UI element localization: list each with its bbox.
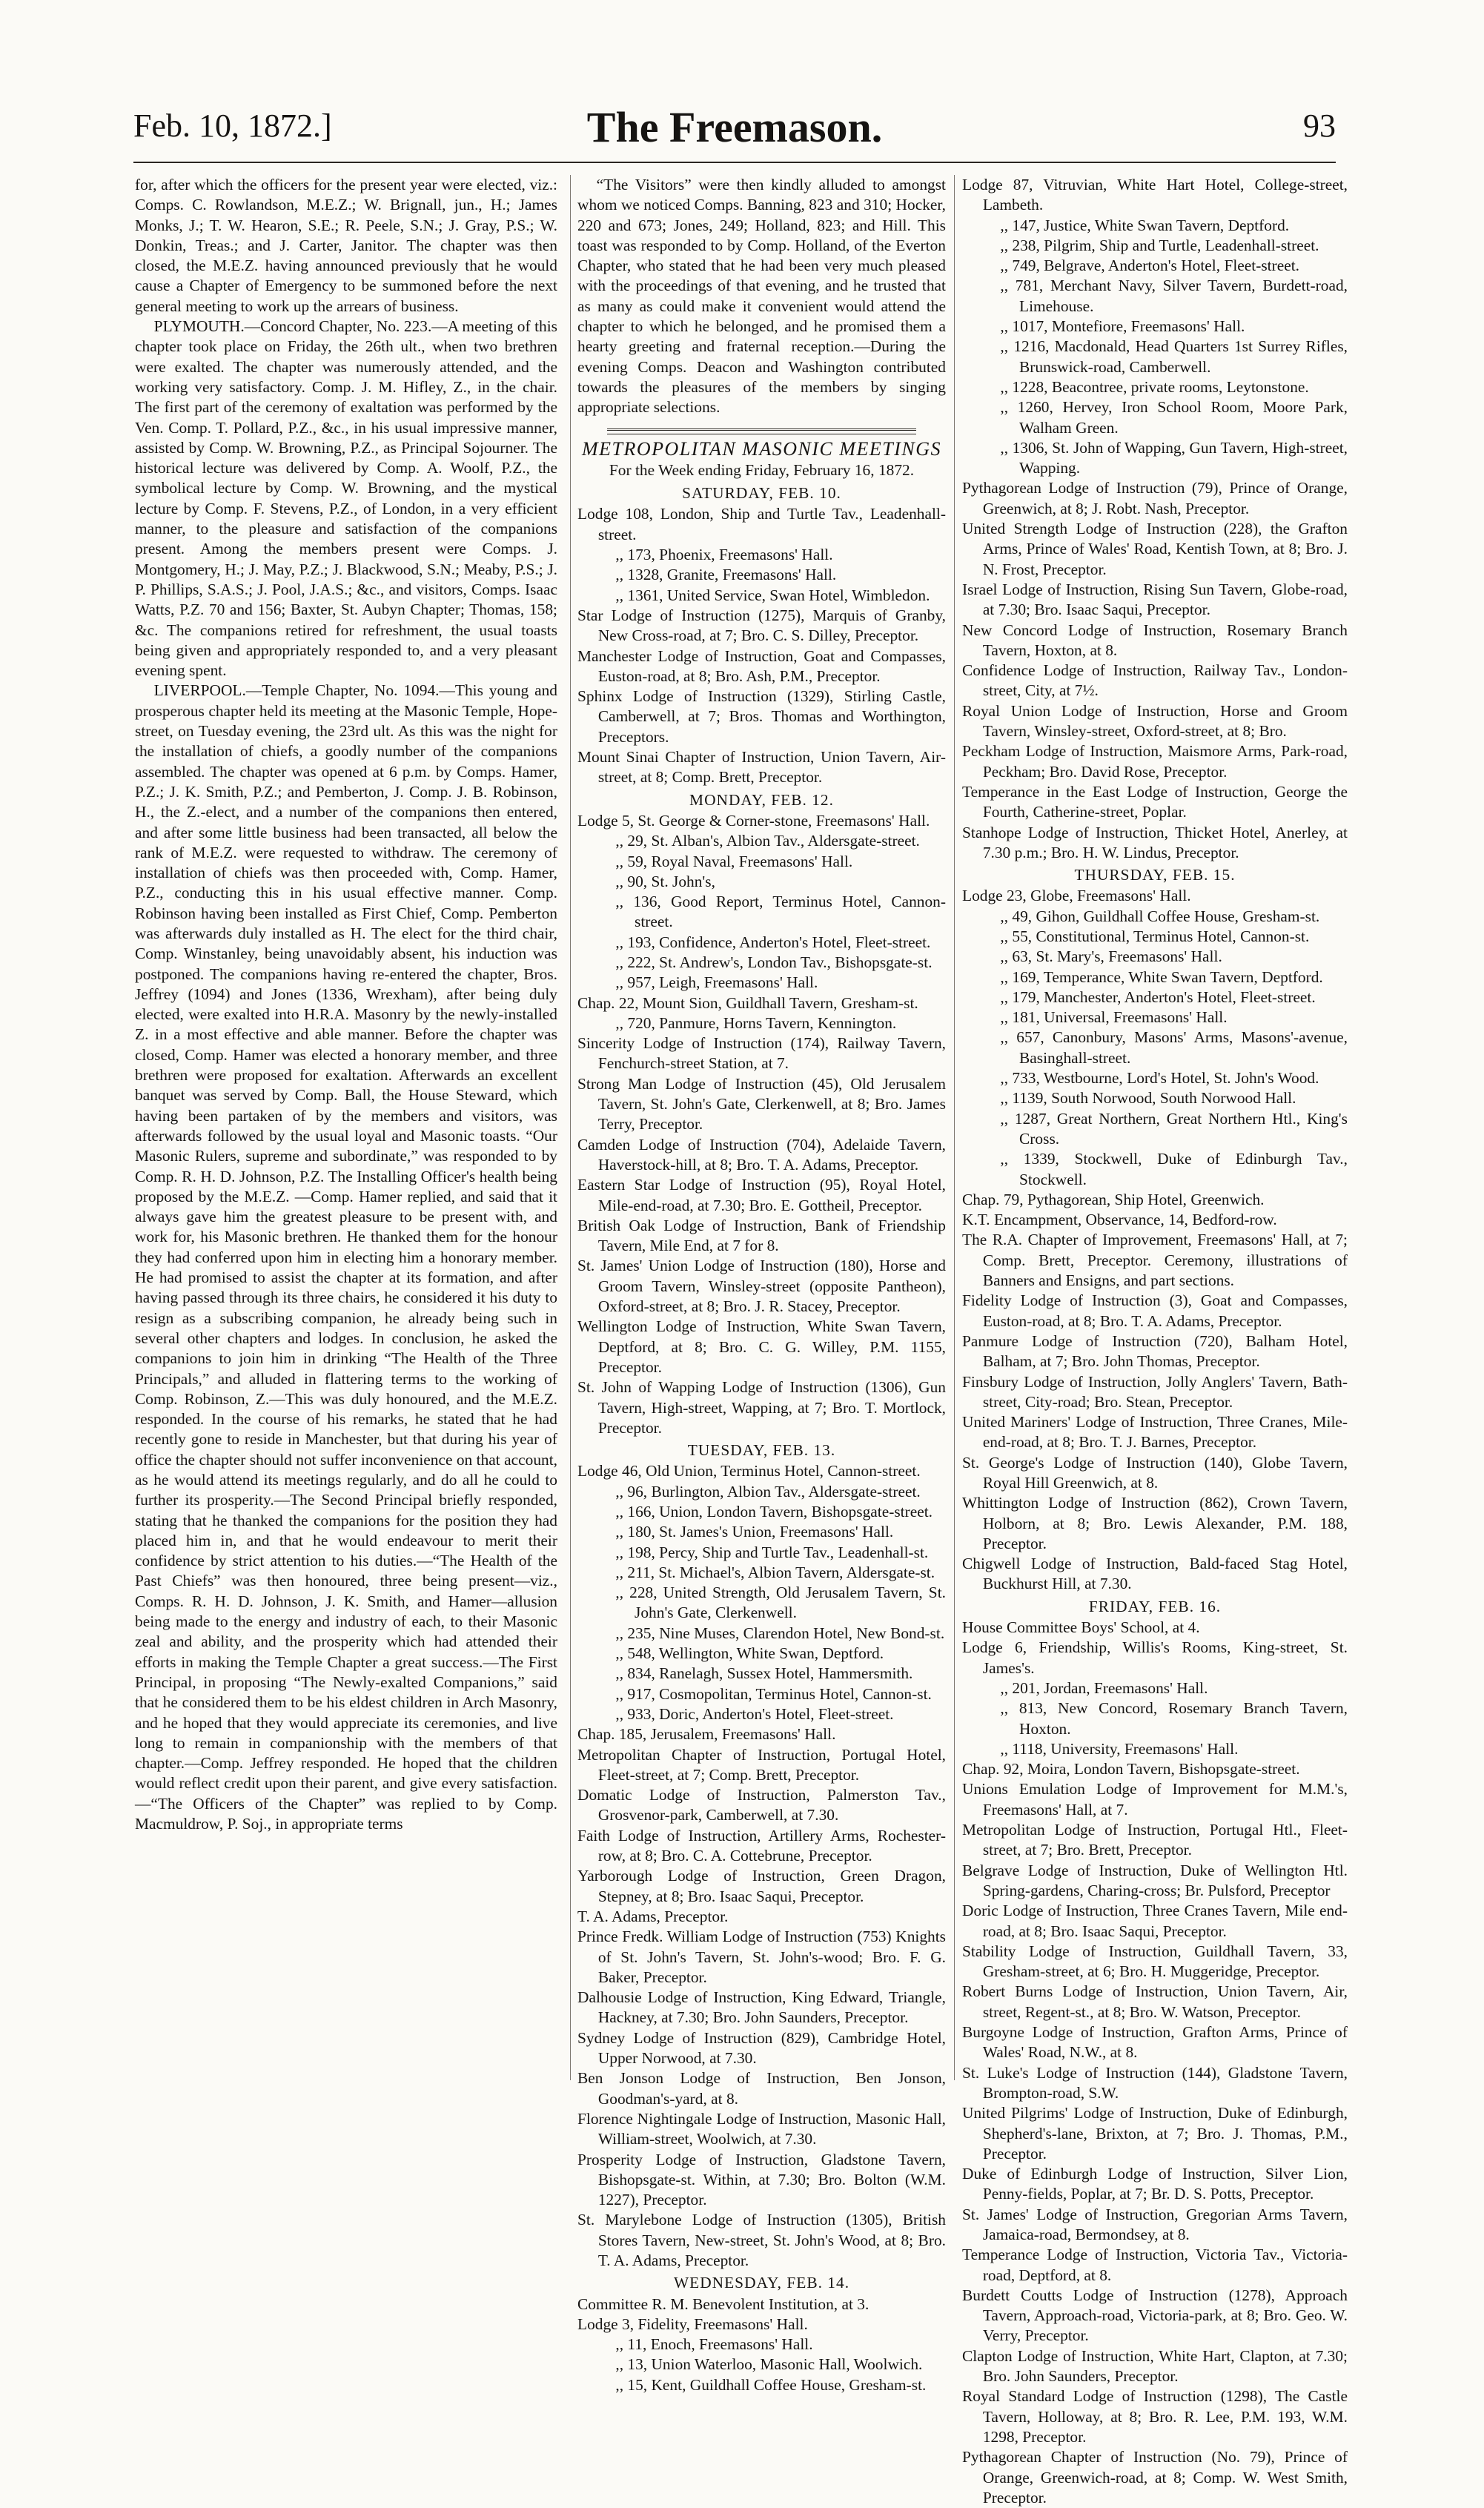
meeting-entry: House Committee Boys' School, at 4. bbox=[962, 1618, 1200, 1637]
meeting-entry: Manchester Lodge of Instruction, Goat and Compasses, Euston-road, at 8; Bro. Ash, P.M., Preceptor. bbox=[577, 646, 946, 685]
meeting-entry: Ben Jonson Lodge of Instruction, Ben Jonson, Goodman's-yard, at 8. bbox=[577, 2069, 946, 2108]
meeting-entry: ,, 55, Constitutional, Terminus Hotel, Cannon-st. bbox=[1000, 927, 1310, 945]
meeting-entry: Temperance Lodge of Instruction, Victoria Tav., Victoria-road, Deptford, at 8. bbox=[962, 2246, 1348, 2284]
meeting-entry: ,, 179, Manchester, Anderton's Hotel, Fleet-street. bbox=[1000, 987, 1316, 1006]
meeting-entry: Lodge 5, St. George & Corner-stone, Freemasons' Hall. bbox=[577, 811, 930, 830]
meeting-entry: ,, 1118, University, Freemasons' Hall. bbox=[1000, 1739, 1239, 1758]
meeting-entry: Lodge 23, Globe, Freemasons' Hall. bbox=[962, 887, 1191, 905]
meeting-entry: ,, 1306, St. John of Wapping, Gun Tavern, High-street, Wapping. bbox=[1000, 438, 1348, 477]
meeting-entry: Star Lodge of Instruction (1275), Marquis of Granby, New Cross-road, at 7; Bro. C. S. Dilley, Preceptor. bbox=[577, 606, 946, 645]
meeting-entry: ,, 96, Burlington, Albion Tav., Aldersgate-street. bbox=[615, 1482, 921, 1501]
meeting-entry: Prosperity Lodge of Instruction, Gladstone Tavern, Bishopsgate-st. Within, at 7.30; Bro. Bolton (W.M. 1227), Preceptor. bbox=[577, 2150, 946, 2209]
meeting-entry: Wellington Lodge of Instruction, White Swan Tavern, Deptford, at 8; Bro. C. G. Willey, P.M. 1155, Preceptor. bbox=[577, 1317, 946, 1376]
meeting-entry: ,, 181, Universal, Freemasons' Hall. bbox=[1000, 1008, 1228, 1027]
meeting-entry: ,, 917, Cosmopolitan, Terminus Hotel, Cannon-st. bbox=[615, 1684, 932, 1703]
meeting-entry: Lodge 46, Old Union, Terminus Hotel, Cannon-street. bbox=[577, 1462, 921, 1480]
meeting-entry: ,, 238, Pilgrim, Ship and Turtle, Leadenhall-street. bbox=[1000, 236, 1319, 254]
meeting-entry: K.T. Encampment, Observance, 14, Bedford-row. bbox=[962, 1211, 1277, 1229]
meeting-entry: ,, 1361, United Service, Swan Hotel, Wimbledon. bbox=[615, 586, 930, 604]
meeting-entry: Domatic Lodge of Instruction, Palmerston Tav., Grosvenor-park, Camberwell, at 7.30. bbox=[577, 1786, 946, 1824]
meeting-entry: Royal Standard Lodge of Instruction (1298), The Castle Tavern, Holloway, at 8; Bro. R. Lee, P.M. 193, W.M. 1298, Preceptor. bbox=[962, 2387, 1348, 2446]
meeting-entry: ,, 813, New Concord, Rosemary Branch Tavern, Hoxton. bbox=[1000, 1699, 1348, 1738]
column-divider bbox=[954, 175, 955, 2080]
meeting-entry: ,, 180, St. James's Union, Freemasons' Hall. bbox=[615, 1523, 894, 1541]
meeting-entry: Mount Sinai Chapter of Instruction, Union Tavern, Air-street, at 8; Comp. Brett, Preceptor. bbox=[577, 748, 946, 787]
article-paragraph: LIVERPOOL.—Temple Chapter, No. 1094.—This young and prosperous chapter held its meeting at the Masonic Temple, Hope-street, on Tuesday evening, the 23rd ult. As this was the night for the installation of chiefs, a goodly number of the companions assembled. The chapter was opened at 6 p.m. by Comps. Hamer, P.Z.; J. K. Smith, P.Z.; and Pemberton, J. Comp. J. B. Robinson, H., the Z.-elect, and a number of the companions then entered, and after some little business had been transacted, all below the rank of M.E.Z. were requested to withdraw. The ceremony of installation of chiefs was then proceeded with, Comp. Hamer, P.Z., conducting this in his usual effective manner. Comp. Robinson having been installed as First Chief, Comp. Pemberton was afterwards duly installed as H. The elect for the third chair, Comp. Winstanley, being unavoidably absent, his induction was postponed. The companions having re-entered the chapter, Bros. Jeffrey (1094) and Jones (1336, Wrexham), after being duly elected, were exalted into H.R.A. Masonry by the newly-installed Z. in a most effective and able manner. Before the chapter was closed, Comp. Hamer was elected a honorary member, and three brethren were proposed for exaltation. Afterwards an excellent banquet was served by Comp. Ball, the House Steward, which having been partaken of by the members and visitors, was afterwards followed by the usual loyal and Masonic toasts. “Our Masonic Rulers, supreme and subordinate,” was responded to by Comp. R. H. D. Johnson, P.Z. The Installing Officer's health being proposed by the M.E.Z. —Comp. Hamer replied, and said that it always gave him the greatest pleasure to be present with, and work for, his Masonic brethren. He thanked them for the honour they had conferred upon him in electing him a honorary member. He had promised to assist the chapter at its formation, and after having passed through its three chairs, he considered it his duty to resign as a subscribing companion, he already being such in several other chapters and lodges. In conclusion, he asked the companions to join him in drinking “The Health of the Three Principals,” and alluded in flattering terms to the working of Comp. Robinson, Z.—This was duly honoured, and the M.E.Z. responded. In the course of his remarks, he stated that he had recently gone to reside in Manchester, but that during his year of office the chapter should not suffer inconvenience on that account, as he would attend its meetings regularly, and do all he could to further its prosperity.—The Second Principal briefly responded, stating that he thanked the companions for the position they had placed him in, and that he would endeavour to merit their confidence by strict attention to his duties.—“The Health of the Past Chiefs” was then honoured, three being present—viz., Comps. R. H. D. Johnson, J. K. Smith, and Hamer—allusion being made to the energy and industry of each, to their Masonic zeal and ability, and the prosperity which had attended their efforts in making the Temple Chapter a great success.—The First Principal, in proposing “The Newly-exalted Companions,” said that he considered them to be his eldest children in Arch Masonry, and he hoped that they would appreciate its ceremonies, and live long to remain in companionship with the members of that chapter.—Comp. Jeffrey responded. He hoped that the children would reflect credit upon their parent, and give every satisfaction.—“The Officers of the Chapter” was replied to by Comp. Macmuldrow, P. Soj., in appropriate terms bbox=[135, 681, 557, 1833]
meeting-entry: Lodge 108, London, Ship and Turtle Tav., Leadenhall-street. bbox=[577, 505, 946, 543]
page-number: 93 bbox=[1303, 107, 1336, 144]
meeting-entry: Israel Lodge of Instruction, Rising Sun Tavern, Globe-road, at 7.30; Bro. Isaac Saqui, Preceptor. bbox=[962, 580, 1348, 619]
section-rule bbox=[607, 429, 916, 434]
meeting-entry: Peckham Lodge of Instruction, Maismore Arms, Park-road, Peckham; Bro. David Rose, Preceptor. bbox=[962, 742, 1348, 781]
meeting-entry: ,, 63, St. Mary's, Freemasons' Hall. bbox=[1000, 947, 1222, 966]
meeting-entry: ,, 90, St. John's, bbox=[615, 872, 715, 890]
meeting-entry: Robert Burns Lodge of Instruction, Union Tavern, Air, street, Regent-st., at 8; Bro. W. Watson, Preceptor. bbox=[962, 1982, 1348, 2021]
meeting-entry: ,, 781, Merchant Navy, Silver Tavern, Burdett-road, Limehouse. bbox=[1000, 277, 1348, 315]
meeting-entry: Burgoyne Lodge of Instruction, Grafton Arms, Prince of Wales' Road, N.W., at 8. bbox=[962, 2023, 1348, 2062]
meeting-entry: Chap. 92, Moira, London Tavern, Bishopsgate-street. bbox=[962, 1760, 1300, 1779]
meeting-entry: Chap. 185, Jerusalem, Freemasons' Hall. bbox=[577, 1725, 836, 1744]
meeting-entry: ,, 933, Doric, Anderton's Hotel, Fleet-street. bbox=[615, 1704, 894, 1723]
meeting-entry: United Strength Lodge of Instruction (228), the Grafton Arms, Prince of Wales' Road, Kentish Town, at 8; Bro. J. N. Frost, Preceptor. bbox=[962, 520, 1348, 578]
meeting-entry: ,, 29, St. Alban's, Albion Tav., Aldersgate-street. bbox=[615, 832, 920, 850]
day-heading: SATURDAY, FEB. 10. bbox=[682, 484, 841, 503]
meeting-entry: Unions Emulation Lodge of Improvement for M.M.'s, Freemasons' Hall, at 7. bbox=[962, 1780, 1348, 1819]
meeting-entry: ,, 15, Kent, Guildhall Coffee House, Gresham-st. bbox=[615, 2375, 927, 2394]
meeting-entry: St. John of Wapping Lodge of Instruction (1306), Gun Tavern, High-street, Wapping, at 7; Bro. T. Mortlock, Preceptor. bbox=[577, 1378, 946, 1437]
meeting-entry: British Oak Lodge of Instruction, Bank of Friendship Tavern, Mile End, at 7 for 8. bbox=[577, 1216, 946, 1255]
day-heading: WEDNESDAY, FEB. 14. bbox=[673, 2274, 850, 2292]
article-paragraph: “The Visitors” were then kindly alluded to amongst whom we noticed Comps. Banning, 823 and 310; Hocker, 220 and 673; Jones, 249; Holland, 823; and Hill. This toast was responded to by Comp. Holland, of the Everton Chapter, who stated that he had been very much pleased with the proceedings of that evening, and he trusted that as many as could make it convenient would attend the chapter to which he belonged, and he promised them a hearty greeting and fraternal reception.—During the evening Comps. Deacon and Washington contributed towards the pleasures of the members by singing appropriate selections. bbox=[577, 176, 946, 417]
meeting-entry: ,, 834, Ranelagh, Sussex Hotel, Hammersmith. bbox=[615, 1664, 913, 1683]
meeting-entry: Prince Fredk. William Lodge of Instruction (753) Knights of St. John's Tavern, St. John's-wood; Bro. F. G. Baker, Preceptor. bbox=[577, 1928, 946, 1986]
column-3 bbox=[962, 175, 1348, 2507]
meeting-entry: Whittington Lodge of Instruction (862), Crown Tavern, Holborn, at 8; Bro. Lewis Alexander, P.M. 188, Preceptor. bbox=[962, 1494, 1348, 1552]
meeting-entry: St. James' Lodge of Instruction, Gregorian Arms Tavern, Jamaica-road, Bermondsey, at 8. bbox=[962, 2205, 1348, 2243]
meeting-entry: ,, 198, Percy, Ship and Turtle Tav., Leadenhall-st. bbox=[615, 1543, 929, 1561]
masthead-title: The Freemason. bbox=[586, 103, 883, 151]
meeting-entry: Temperance in the East Lodge of Instruction, George the Fourth, Catherine-street, Poplar. bbox=[962, 782, 1348, 821]
meeting-entry: Duke of Edinburgh Lodge of Instruction, Silver Lion, Penny-fields, Poplar, at 7; Br. D. S. Potts, Preceptor. bbox=[962, 2165, 1348, 2203]
meeting-entry: ,, 1017, Montefiore, Freemasons' Hall. bbox=[1000, 317, 1245, 336]
meeting-entry: Lodge 87, Vitruvian, White Hart Hotel, College-street, Lambeth. bbox=[962, 176, 1348, 214]
meeting-entry: Florence Nightingale Lodge of Instruction, Masonic Hall, William-street, Woolwich, at 7.30. bbox=[577, 2109, 946, 2148]
meeting-entry: Sydney Lodge of Instruction (829), Cambridge Hotel, Upper Norwood, at 7.30. bbox=[577, 2028, 946, 2068]
meeting-entry: Camden Lodge of Instruction (704), Adelaide Tavern, Haverstock-hill, at 8; Bro. T. A. Adams, Preceptor. bbox=[577, 1135, 946, 1174]
meeting-entry: ,, 235, Nine Muses, Clarendon Hotel, New Bond-st. bbox=[615, 1624, 945, 1642]
issue-date: Feb. 10, 1872.] bbox=[133, 107, 332, 144]
meeting-entry: Pythagorean Lodge of Instruction (79), Prince of Orange, Greenwich, at 8; J. Robt. Nash, Preceptor. bbox=[962, 479, 1348, 517]
meeting-entry: Sphinx Lodge of Instruction (1329), Stirling Castle, Camberwell, at 7; Bros. Thomas and Worthington, Preceptors. bbox=[577, 687, 946, 746]
meeting-entry: ,, 193, Confidence, Anderton's Hotel, Fleet-street. bbox=[615, 933, 931, 951]
article-paragraph: for, after which the officers for the present year were elected, viz.: Comps. C. Rowlandson, M.E.Z.; W. Brignall, jun., H.; James Monks, J.; T. W. Hearon, S.E.; R. Peele, S.N.; J. Gray, P.S.; W. Donkin, Treas.; and J. Carter, Janitor. The chapter was then closed, the M.E.Z. having announced previously that he would cause a Chapter of Emergency to be summoned before the next general meeting to work up the arrears of business. bbox=[135, 176, 557, 315]
meeting-entry: Metropolitan Chapter of Instruction, Portugal Hotel, Fleet-street, at 7; Comp. Brett, Preceptor. bbox=[577, 1745, 946, 1784]
meeting-entry: St. George's Lodge of Instruction (140), Globe Tavern, Royal Hill Greenwich, at 8. bbox=[962, 1453, 1348, 1492]
column-divider bbox=[570, 175, 571, 2080]
meeting-entry: ,, 166, Union, London Tavern, Bishopsgate-street. bbox=[615, 1503, 933, 1521]
meeting-entry: Belgrave Lodge of Instruction, Duke of Wellington Htl. Spring-gardens, Charing-cross; Br. Pulsford, Preceptor bbox=[962, 1861, 1348, 1899]
meeting-entry: ,, 222, St. Andrew's, London Tav., Bishopsgate-st. bbox=[615, 953, 933, 971]
meeting-entry: ,, 957, Leigh, Freemasons' Hall. bbox=[615, 973, 818, 992]
meeting-entry: ,, 169, Temperance, White Swan Tavern, Deptford. bbox=[1000, 967, 1323, 986]
meeting-entry: Burdett Coutts Lodge of Instruction (1278), Approach Tavern, Approach-road, Victoria-park, at 8; Bro. Geo. W. Verry, Preceptor. bbox=[962, 2286, 1348, 2345]
meeting-entry: Doric Lodge of Instruction, Three Cranes Tavern, Mile end-road, at 8; Bro. Isaac Saqui, Preceptor. bbox=[962, 1902, 1348, 1940]
meeting-entry: ,, 49, Gihon, Guildhall Coffee House, Gresham-st. bbox=[1000, 907, 1320, 925]
meeting-entry: ,, 733, Westbourne, Lord's Hotel, St. John's Wood. bbox=[1000, 1069, 1319, 1088]
meeting-entry: Chigwell Lodge of Instruction, Bald-faced Stag Hotel, Buckhurst Hill, at 7.30. bbox=[962, 1555, 1348, 1593]
day-heading: TUESDAY, FEB. 13. bbox=[687, 1441, 836, 1460]
meeting-entry: ,, 211, St. Michael's, Albion Tavern, Aldersgate-st. bbox=[615, 1563, 935, 1581]
meeting-entry: St. Marylebone Lodge of Instruction (1305), British Stores Tavern, New-street, St. John's Wood, at 8; Bro. T. A. Adams, Preceptor. bbox=[577, 2211, 946, 2269]
meeting-entry: ,, 13, Union Waterloo, Masonic Hall, Woolwich. bbox=[615, 2355, 923, 2374]
meeting-entry: Strong Man Lodge of Instruction (45), Old Jerusalem Tavern, St. John's Gate, Clerkenwell, at 8; Bro. James Terry, Preceptor. bbox=[577, 1074, 946, 1134]
meetings-list bbox=[962, 175, 1348, 2508]
meeting-entry: Chap. 79, Pythagorean, Ship Hotel, Greenwich. bbox=[962, 1190, 1265, 1208]
meeting-entry: Panmure Lodge of Instruction (720), Balham Hotel, Balham, at 7; Bro. John Thomas, Preceptor. bbox=[962, 1331, 1348, 1371]
day-heading: MONDAY, FEB. 12. bbox=[689, 790, 834, 809]
meeting-entry: Stanhope Lodge of Instruction, Thicket Hotel, Anerley, at 7.30 p.m.; Bro. H. W. Lindus, Preceptor. bbox=[962, 823, 1348, 861]
meeting-entry: T. A. Adams, Preceptor. bbox=[577, 1907, 729, 1925]
meeting-entry: ,, 749, Belgrave, Anderton's Hotel, Fleet-street. bbox=[1000, 257, 1300, 275]
meeting-entry: Royal Union Lodge of Instruction, Horse and Groom Tavern, Winsley-street, Oxford-street, at 8; Bro. bbox=[962, 701, 1348, 741]
day-heading: FRIDAY, FEB. 16. bbox=[1088, 1597, 1222, 1615]
meeting-entry: United Mariners' Lodge of Instruction, Three Cranes, Mile-end-road, at 8; Bro. T. J. Barnes, Preceptor. bbox=[962, 1413, 1348, 1452]
meeting-entry: Fidelity Lodge of Instruction (3), Goat and Compasses, Euston-road, at 8; Bro. T. A. Adams, Preceptor. bbox=[962, 1291, 1348, 1330]
meeting-entry: Yarborough Lodge of Instruction, Green Dragon, Stepney, at 8; Bro. Isaac Saqui, Preceptor. bbox=[577, 1867, 946, 1905]
meeting-entry: ,, 201, Jordan, Freemasons' Hall. bbox=[1000, 1678, 1208, 1697]
meeting-entry: ,, 1287, Great Northern, Great Northern Htl., King's Cross. bbox=[1000, 1109, 1348, 1148]
day-heading: THURSDAY, FEB. 15. bbox=[1074, 866, 1236, 884]
meeting-entry: Pythagorean Chapter of Instruction (No. 79), Prince of Orange, Greenwich-road, at 8; Comp. W. West Smith, Preceptor. bbox=[962, 2448, 1348, 2507]
meeting-entry: Lodge 3, Fidelity, Freemasons' Hall. bbox=[577, 2315, 808, 2333]
meeting-entry: Faith Lodge of Instruction, Artillery Arms, Rochester-row, at 8; Bro. C. A. Cottebrune, Preceptor. bbox=[577, 1826, 946, 1865]
meeting-entry: ,, 11, Enoch, Freemasons' Hall. bbox=[615, 2335, 813, 2354]
page-header bbox=[133, 102, 1336, 163]
meeting-entry: Metropolitan Lodge of Instruction, Portugal Htl., Fleet-street, at 7; Bro. Brett, Preceptor. bbox=[962, 1821, 1348, 1859]
meeting-entry: Lodge 6, Friendship, Willis's Rooms, King-street, St. James's. bbox=[962, 1638, 1348, 1677]
meeting-entry: ,, 720, Panmure, Horns Tavern, Kennington. bbox=[615, 1013, 897, 1032]
meetings-list bbox=[577, 483, 946, 2395]
meeting-entry: Finsbury Lodge of Instruction, Jolly Anglers' Tavern, Bath-street, City-road; Bro. Stean, Preceptor. bbox=[962, 1372, 1348, 1411]
meeting-entry: Confidence Lodge of Instruction, Railway Tav., London-street, City, at 7½. bbox=[962, 661, 1348, 700]
meeting-entry: ,, 1216, Macdonald, Head Quarters 1st Surrey Rifles, Brunswick-road, Camberwell. bbox=[1000, 337, 1348, 376]
meeting-entry: ,, 1139, South Norwood, South Norwood Hall. bbox=[1000, 1089, 1296, 1108]
meeting-entry: ,, 228, United Strength, Old Jerusalem Tavern, St. John's Gate, Clerkenwell. bbox=[615, 1584, 946, 1622]
meeting-entry: Dalhousie Lodge of Instruction, King Edward, Triangle, Hackney, at 7.30; Bro. John Saunders, Preceptor. bbox=[577, 1988, 946, 2027]
section-subtitle: For the Week ending Friday, February 16, 1872. bbox=[609, 460, 915, 479]
meeting-entry: St. James' Union Lodge of Instruction (180), Horse and Groom Tavern, Winsley-street (opposite Pantheon), Oxford-street, at 8; Bro. J. R. Stacey, Preceptor. bbox=[577, 1257, 946, 1316]
meeting-entry: Committee R. M. Benevolent Institution, at 3. bbox=[577, 2294, 869, 2313]
meeting-entry: ,, 657, Canonbury, Masons' Arms, Masons'-avenue, Basinghall-street. bbox=[1000, 1028, 1348, 1067]
meeting-entry: St. Luke's Lodge of Instruction (144), Gladstone Tavern, Brompton-road, S.W. bbox=[962, 2063, 1348, 2102]
meeting-entry: Eastern Star Lodge of Instruction (95), Royal Hotel, Mile-end-road, at 7.30; Bro. E. Gottheil, Preceptor. bbox=[577, 1176, 946, 1214]
article-paragraph: PLYMOUTH.—Concord Chapter, No. 223.—A meeting of this chapter took place on Friday, the 26th ult., when two brethren were exalted. The chapter was numerously attended, and the working very satisfactory. Comp. J. M. Hifley, Z., in the chair. The first part of the ceremony of exaltation was performed by the Ven. Comp. T. Pollard, P.Z., &c., in his usual impressive manner, assisted by Comp. W. Browning, P.Z., as Principal Sojourner. The historical lecture was delivered by Comp. A. Woolf, P.Z., the symbolical lecture by Comp. W. Browning, and the mystical lecture by Comp. F. Stevens, P.Z., of London, in a very efficient manner, to the pleasure and satisfaction of the companions present. Among the members present were Comps. J. Montgomery, H.; J. May, P.Z.; J. Blackwood, S.N.; Meaby, P.S.; J. P. Phillips, S.A.S.; J. Pool, J.A.S.; &c., and visitors, Comps. Isaac Watts, P.Z. 70 and 156; Baxter, St. Aubyn Chapter; Thomas, 158; &c. The companions retired for refreshment, the usual toasts being given and appropriately responded to, and a very pleasant evening spent. bbox=[135, 317, 557, 680]
meeting-entry: Clapton Lodge of Instruction, White Hart, Clapton, at 7.30; Bro. John Saunders, Preceptor. bbox=[962, 2346, 1348, 2386]
meeting-entry: New Concord Lodge of Instruction, Rosemary Branch Tavern, Hoxton, at 8. bbox=[962, 621, 1348, 659]
meeting-entry: ,, 173, Phoenix, Freemasons' Hall. bbox=[615, 546, 833, 564]
column-2 bbox=[577, 175, 946, 2394]
meeting-entry: ,, 147, Justice, White Swan Tavern, Deptford. bbox=[1000, 216, 1290, 234]
meeting-entry: ,, 136, Good Report, Terminus Hotel, Cannon-street. bbox=[615, 893, 946, 931]
section-title: METROPOLITAN MASONIC MEETINGS bbox=[581, 437, 941, 460]
meeting-entry: ,, 548, Wellington, White Swan, Deptford. bbox=[615, 1644, 884, 1663]
meeting-entry: Chap. 22, Mount Sion, Guildhall Tavern, Gresham-st. bbox=[577, 993, 918, 1012]
meeting-entry: ,, 1339, Stockwell, Duke of Edinburgh Tav., Stockwell. bbox=[1000, 1150, 1348, 1188]
meeting-entry: Stability Lodge of Instruction, Guildhall Tavern, 33, Gresham-street, at 6; Bro. H. Muggeridge, Preceptor. bbox=[962, 1942, 1348, 1981]
meeting-entry: ,, 1328, Granite, Freemasons' Hall. bbox=[615, 566, 837, 584]
column-1 bbox=[135, 175, 557, 2080]
meeting-entry: Sincerity Lodge of Instruction (174), Railway Tavern, Fenchurch-street Station, at 7. bbox=[577, 1034, 946, 1073]
meeting-entry: ,, 1228, Beacontree, private rooms, Leytonstone. bbox=[1000, 377, 1309, 396]
meeting-entry: ,, 1260, Hervey, Iron School Room, Moore Park, Walham Green. bbox=[1000, 398, 1348, 437]
meeting-entry: ,, 59, Royal Naval, Freemasons' Hall. bbox=[615, 852, 853, 870]
meeting-entry: United Pilgrims' Lodge of Instruction, Duke of Edinburgh, Shepherd's-lane, Brixton, at 7; Bro. J. Thomas, P.M., Preceptor. bbox=[962, 2104, 1348, 2163]
meeting-entry: The R.A. Chapter of Improvement, Freemasons' Hall, at 7; Comp. Brett, Preceptor. Ceremony, illustrations of Banners and Ensigns, and part sections. bbox=[962, 1231, 1348, 1290]
